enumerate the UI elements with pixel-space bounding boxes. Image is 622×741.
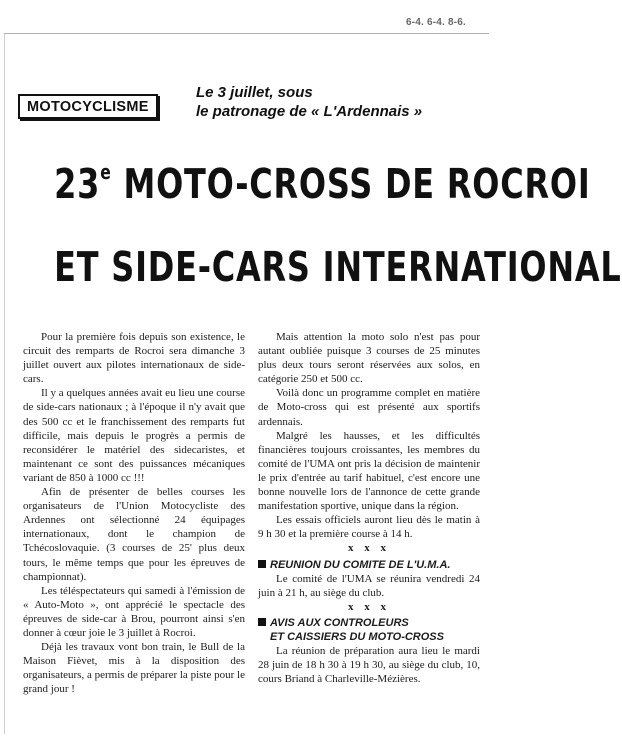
section-heading-text: AVIS AUX CONTROLEURS [270,616,409,629]
section-heading [258,558,480,572]
bullet-square-icon [258,618,266,626]
paragraph: Pour la première fois depuis son existence, le circuit des remparts de Rocroi sera dimanche 3 juillet ouvert aux pilotes internationaux de side-cars. [23,331,245,386]
subtitle-line-2: le patronage de « L'Ardennais » [196,103,423,120]
headline-line-2: ET SIDE-CARS INTERNATIONAL [54,243,622,291]
article-right-column [258,330,480,686]
section-heading [258,616,480,644]
section-heading-text: REUNION DU COMITE DE L'U.M.A. [270,558,451,571]
section-rubric: MOTOCYCLISME [18,94,158,119]
paragraph: Le comité de l'UMA se réunira vendredi 24 juin à 21 h, au siège du club. [258,572,480,599]
paragraph: Les essais officiels auront lieu dès le matin à 9 h 30 et la première course à 14 h. [258,514,480,541]
subtitle-line-1: Le 3 juillet, sous [196,84,313,101]
paragraph: Déjà les travaux vont bon train, le Bull de la Maison Fièvet, mis à la disposition des organisateurs, a permis de préparer la piste pour le grand jour ! [23,641,245,696]
paragraph: Il y a quelques années avait eu lieu une course de side-cars nationaux ; à l'époque il n'y avait que des 500 cc et le franchissement des remparts fut difficile, mais depuis le progrès a permis de reconsidérer le matériel des sidecaristes, et maintenant ce sont des puissances mécaniques variant de 850 à 1000 cc !!! [23,387,245,484]
headline-line-1 [54,150,591,208]
paragraph: Mais attention la moto solo n'est pas pour autant oubliée puisque 3 courses de 25 minutes plus deux tours seront réservées aux solos, en catégorie 250 et 500 cc. [258,331,480,386]
paragraph: Afin de présenter de belles courses les organisateurs de l'Union Motocycliste des Ardennes ont sélectionné 24 équipages internationaux, dont le champion de Tchécoslovaquie. (3 courses de 25' plus deux tours, le même temps que pour les épreuves de championnat). [23,486,245,583]
headline-edition-number: 23 [54,160,101,208]
separator: x x x [348,600,390,613]
article-left-column [23,330,245,696]
headline-line-1-text: MOTO-CROSS DE ROCROI [111,160,591,208]
subtitle [196,83,486,121]
paragraph: Les téléspectateurs qui samedi à l'émission de « Auto-Moto », ont apprécié le spectacle des épreuves de side-car à Brou, pourront ainsi s'en donner à cœur joie le 3 juillet à Rocroi. [23,584,245,639]
headline-ordinal-suffix: e [100,160,112,184]
paragraph: Malgré les hausses, et les difficultés financières toujours croissantes, les membres du comité de l'UMA ont pris la décision de maintenir le prix d'entrée au tarif habituel, c'est encore une bonne nouvelle lors de l'annonce de cette grande manifestation sportive, unique dans la région. [258,429,480,513]
bullet-square-icon [258,560,266,568]
separator: x x x [348,542,390,555]
paragraph: Voilà donc un programme complet en matière de Moto-cross qui est présenté aux sportifs ardennais. [258,387,480,428]
section-heading-text: ET CAISSIERS DU MOTO-CROSS [270,630,444,643]
paragraph: La réunion de préparation aura lieu le mardi 28 juin de 18 h 30 à 19 h 30, au siège du club, 10, cours Briand à Charleville-Mézières. [258,645,480,686]
page-reference: 6-4. 6-4. 8-6. [405,17,466,28]
